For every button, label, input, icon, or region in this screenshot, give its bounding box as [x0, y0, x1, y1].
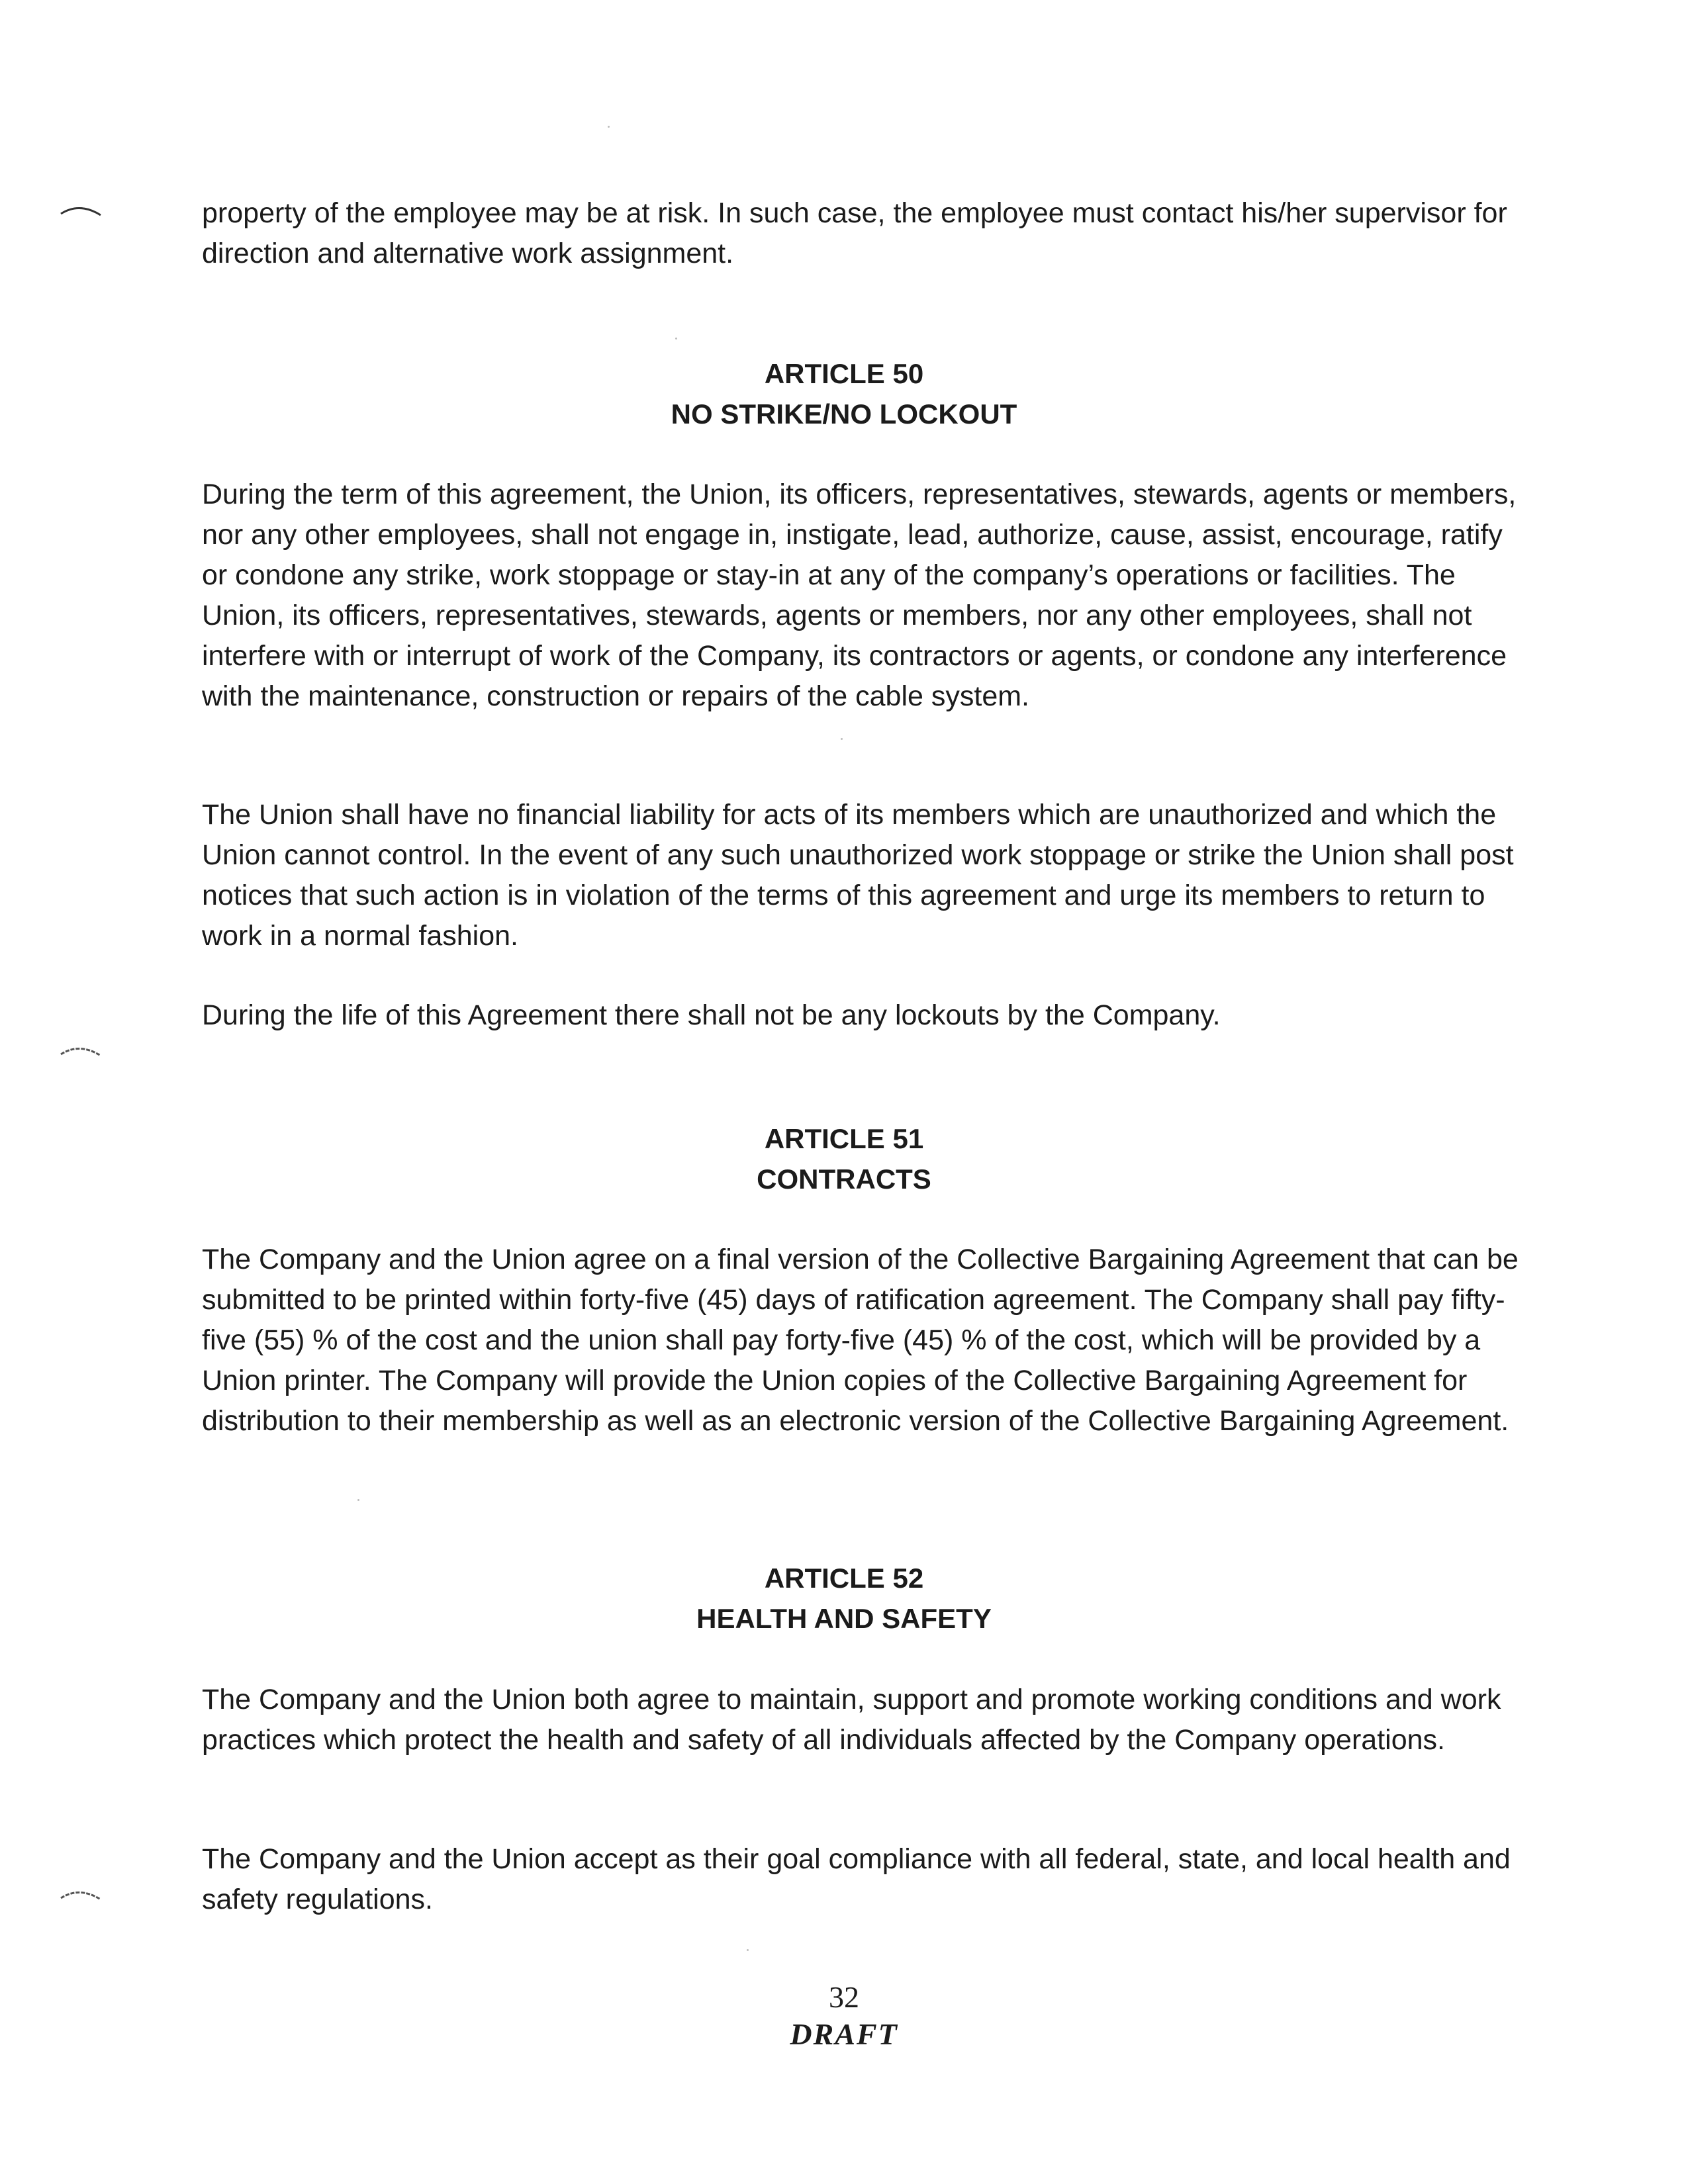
- article-number: ARTICLE 50: [764, 358, 924, 389]
- article-paragraph: The Union shall have no financial liability for acts of its members which are unauthorized and which the Union cannot control. In the event of any such unauthorized work stoppage or strike the Union shall post notices that such action is in violation of the terms of this agreement and urge its members to return to work in a normal fashion.: [202, 799, 1514, 952]
- article-heading: [0, 353, 1688, 434]
- intro-paragraph-block: [202, 193, 1519, 274]
- article-paragraph: During the term of this agreement, the Union, its officers, representatives, stewards, agents or members, nor any other employees, shall not engage in, instigate, lead, authorize, cause, assist, encourage, ratify or condone any strike, work stoppage or stay-in at any of the company’s operations or facilities. The Union, its officers, representatives, stewards, agents or members, nor any other employees, shall not interfere with or interrupt of work of the Company, its contractors or agents, or condone any interference with the maintenance, construction or repairs of the cable system.: [202, 478, 1517, 712]
- article-paragraph: During the life of this Agreement there shall not be any lockouts by the Company.: [202, 999, 1221, 1031]
- article-body: [202, 1839, 1519, 1920]
- article-body: [202, 795, 1519, 956]
- article-paragraph: The Company and the Union both agree to maintain, support and promote working conditions and work practices which protect the health and safety of all individuals affected by the Company operations.: [202, 1684, 1501, 1756]
- scan-speck: [608, 126, 610, 128]
- scan-speck: [747, 1949, 749, 1951]
- page-footer: [0, 1979, 1688, 2053]
- article-number: ARTICLE 52: [764, 1563, 924, 1594]
- article-body: [202, 1680, 1519, 1760]
- draft-label: DRAFT: [790, 2017, 898, 2051]
- scan-speck: [841, 738, 843, 740]
- article-heading: [0, 1118, 1688, 1199]
- punch-hole-mark: [53, 1036, 119, 1075]
- article-title: CONTRACTS: [757, 1163, 931, 1195]
- article-title: NO STRIKE/NO LOCKOUT: [671, 398, 1017, 430]
- article-paragraph: The Company and the Union accept as their goal compliance with all federal, state, and local health and safety regulations.: [202, 1843, 1511, 1915]
- article-paragraph: The Company and the Union agree on a final version of the Collective Bargaining Agreement that can be submitted to be printed within forty-five (45) days of ratification agreement. The Company shall pay fifty-five (55) % of the cost and the union shall pay forty-five (45) % of the cost, which will be provided by a Union printer. The Company will provide the Union copies of the Collective Bargaining Agreement for distribution to their membership as well as an electronic version of the Collective Bargaining Agreement.: [202, 1244, 1519, 1437]
- punch-hole-mark: [53, 195, 119, 235]
- intro-paragraph: property of the employee may be at risk. In such case, the employee must contact his/her supervisor for direction and alternative work assignment.: [202, 197, 1507, 269]
- article-number: ARTICLE 51: [764, 1123, 924, 1154]
- article-heading: [0, 1558, 1688, 1639]
- punch-hole-mark: [53, 1880, 119, 1919]
- article-body: [202, 475, 1519, 717]
- scan-speck: [357, 1499, 359, 1501]
- page-number: 32: [829, 1980, 859, 2014]
- article-body: [202, 1240, 1519, 1441]
- article-title: HEALTH AND SAFETY: [696, 1603, 992, 1634]
- article-body: [202, 995, 1519, 1036]
- scan-speck: [675, 338, 677, 340]
